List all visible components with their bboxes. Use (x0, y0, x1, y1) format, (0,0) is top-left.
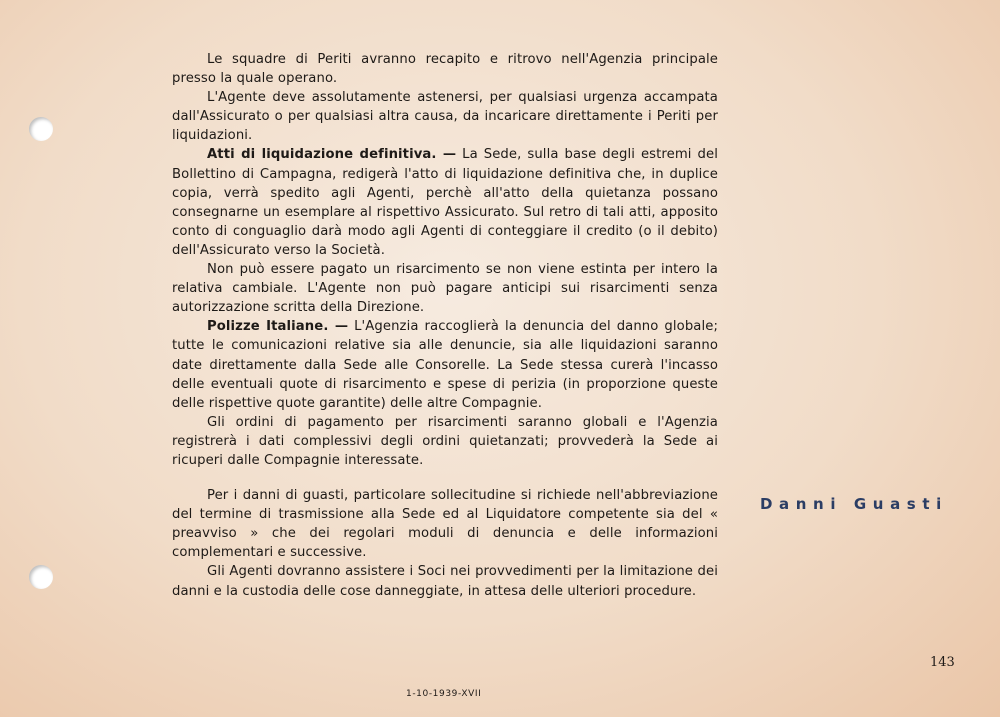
paragraph (172, 413, 718, 470)
paragraph-text: Gli Agenti dovranno assistere i Soci nei provvedimenti per la limitazione dei danni e la custodia delle cose danneggiate, in attesa delle ulteriori procedure. (172, 564, 718, 599)
page-number: 143 (930, 655, 955, 670)
paragraph-text: Non può essere pagato un risarcimento se non viene estinta per intero la relativa cambiale. L'Agente non può pagare anticipi sui risarcimenti senza autorizzazione scritta della Direzione. (172, 262, 718, 316)
section-lead: Polizze Italiane. — (207, 319, 349, 335)
section-lead: Atti di liquidazione definitiva. — (207, 147, 457, 163)
paragraph-text: L'Agente deve assolutamente astenersi, per qualsiasi urgenza accampata dall'Assicurato o per qualsiasi altra causa, da incaricare direttamente i Periti per liquidazioni. (172, 90, 718, 144)
binder-hole (29, 117, 53, 141)
paragraph-text: Le squadre di Periti avranno recapito e ritrovo nell'Agenzia principale presso la quale operano. (172, 52, 718, 87)
paragraph-text: La Sede, sulla base degli estremi del Bollettino di Campagna, redigerà l'atto di liquidazione definitiva che, in duplice copia, verrà spedito agli Agenti, perchè all'atto della quietanza possano consegnarne un esemplare al rispettivo Assicurato. Sul retro di tali atti, apposito conto di conguaglio darà modo agli Agenti di conteggiare il credito (o il debito) dell'Assicurato verso la Società. (172, 147, 718, 258)
binder-hole (29, 565, 53, 589)
side-heading: Danni Guasti (760, 495, 948, 513)
paragraph (172, 88, 718, 145)
paragraph-text: L'Agenzia raccoglierà la denuncia del danno globale; tutte le comunicazioni relative sia alle denuncie, sia alle liquidazioni saranno date direttamente dalla Sede alle Consorelle. La Sede stessa curerà l'incasso delle eventuali quote di risarcimento e spese di perizia (in proporzione queste delle rispettive quote garantite) delle altre Compagnie. (172, 319, 718, 411)
footer-date: 1-10-1939-XVII (406, 689, 482, 699)
paragraph (172, 260, 718, 317)
paragraph (172, 317, 718, 412)
paragraph-text: Gli ordini di pagamento per risarcimenti saranno globali e l'Agenzia registrerà i dati complessivi degli ordini quietanzati; provvederà la Sede ai ricuperi dalle Compagnie interessate. (172, 414, 718, 468)
paragraph (172, 145, 718, 260)
paragraph (172, 486, 718, 562)
paragraph (172, 50, 718, 88)
paragraph-text: Per i danni di guasti, particolare sollecitudine si richiede nell'abbreviazione del termine di trasmissione alla Sede ed al Liquidatore competente sia del « preavviso » che dei regolari moduli di denuncia e delle informazioni complementari e successive. (172, 488, 718, 561)
paragraph (172, 562, 718, 600)
body-text (172, 50, 718, 601)
